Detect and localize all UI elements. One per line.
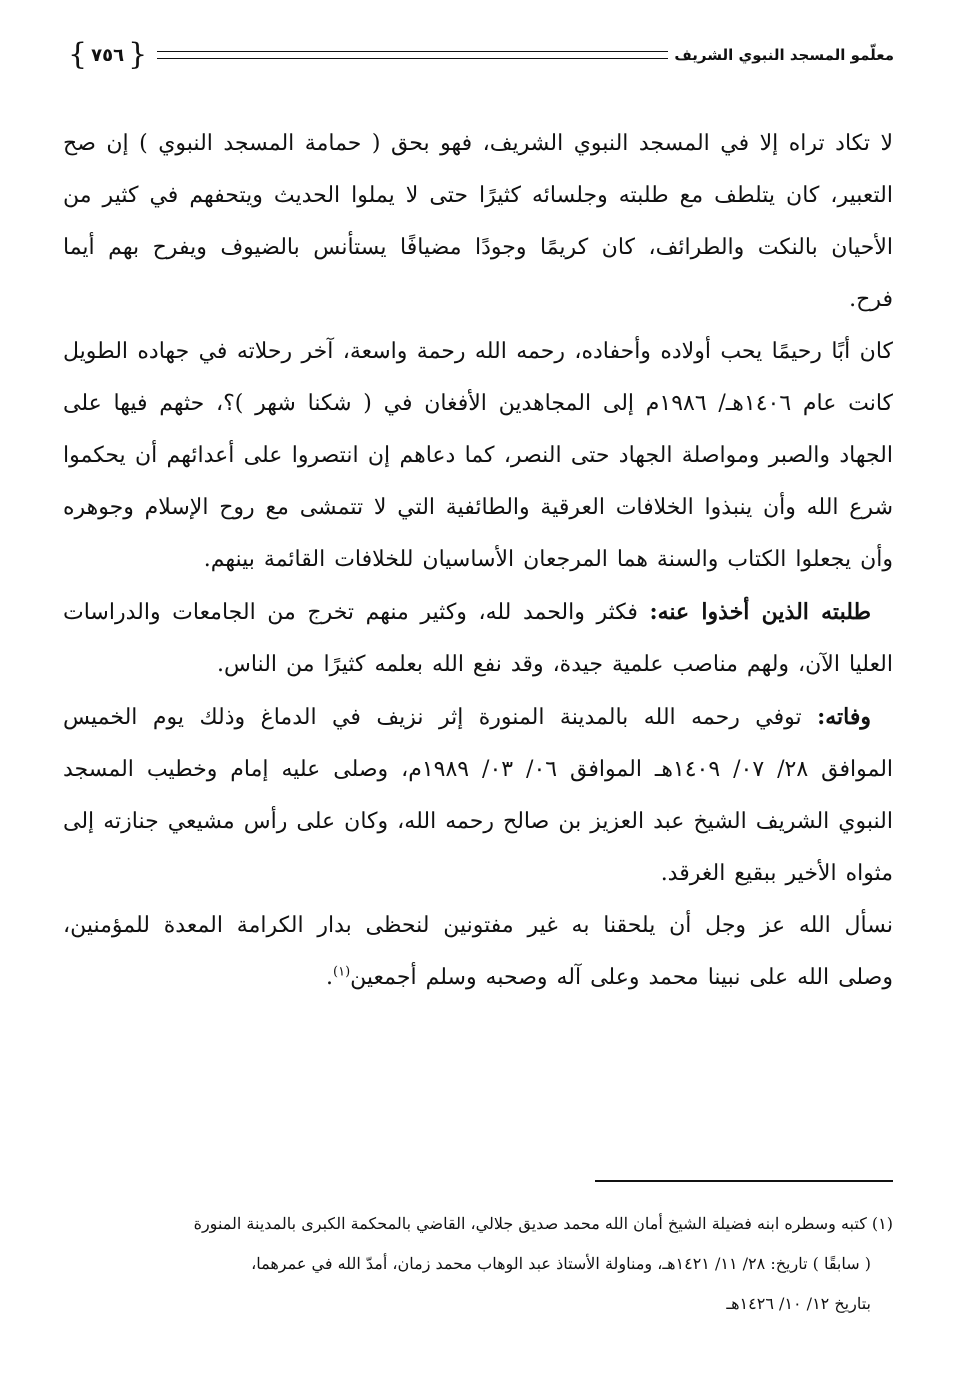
paragraph-death (63, 691, 893, 900)
footnote-1-line-1: (١) كتبه وسطره ابنه فضيلة الشيخ أمان الله محمد صديق جلالي، القاضي بالمحكمة الكبرى بالمدينة المنورة (193, 1214, 893, 1233)
paragraph-character-text: لا تكاد تراه إلا في المسجد النبوي الشريف، فهو بحق ( حمامة المسجد النبوي ) إن صح التعبير، كان يتلطف مع طلبته وجلسائه كثيرًا حتى لا يملوا الحديث ويتحفهم في كثير من الأحيان بالنكت والطرائف، كان كريمًا وجودًا مضيافًا يستأنس بالضيوف ويفرح بهم أيما فرح. (63, 131, 893, 312)
header-rule (157, 51, 668, 59)
paragraph-closing-prayer-text: نسأل الله عز وجل أن يلحقنا به غير مفتونين لنحظى بدار الكرامة المعدة للمؤمنين، وصلى الله على نبينا محمد وعلى آله وصحبه وسلم أجمعين (63, 913, 893, 990)
footnote-separator (595, 1180, 893, 1182)
paragraph-closing-prayer (63, 900, 893, 1004)
paragraph-closing-period: . (326, 965, 334, 990)
footnote-1-line-2: ( سابقًا ) تاريخ: ٢٨/ ١١/ ١٤٢١هـ، ومناولة الأستاذ عبد الوهاب محمد زمان، أمدّ الله في عمرهما، (251, 1254, 871, 1273)
footnote-reference-1[interactable]: (١) (333, 964, 351, 980)
paragraph-students-text: فكثر والحمد لله، وكثير منهم تخرج من الجامعات والدراسات العليا الآن، ولهم مناصب علمية جيدة، وقد نفع الله بعلمه كثيرًا من الناس. (63, 600, 893, 677)
page-number: ٧٥٦ (91, 44, 125, 66)
page-number-box (64, 37, 151, 72)
page-number-open-bracket: { (128, 37, 148, 72)
running-title: معلّمو المسجد النبوي الشريف (674, 46, 894, 64)
paragraph-last-journey-text: كان أبًا رحيمًا يحب أولاده وأحفاده، رحمه الله رحمة واسعة، آخر رحلاته في جهاده الطويل كانت عام ١٤٠٦هـ/ ١٩٨٦م إلى المجاهدين الأفغان في ( شكنا شهر )؟، حثهم فيها على الجهاد والصبر ومواصلة الجهاد حتى النصر، كما دعاهم إن انتصروا على أعدائهم أن يحكموا شرع الله وأن ينبذوا الخلافات العرقية والطائفية التي لا تتمشى مع روح الإسلام وجوهره وأن يجعلوا الكتاب والسنة هما المرجعان الأساسيان للخلافات القائمة بينهم. (63, 339, 894, 572)
death-heading: وفاته: (817, 704, 871, 730)
paragraph-death-text: توفي رحمه الله بالمدينة المنورة إثر نزيف في الدماغ وذلك يوم الخميس الموافق ٢٨/ ٠٧/ ١٤٠٩هـ الموافق ٠٦/ ٠٣/ ١٩٨٩م، وصلى عليه إمام وخطيب المسجد النبوي الشريف الشيخ عبد العزيز بن صالح رحمه الله، وكان على رأس مشيعي جنازته إلى مثواه الأخير ببقيع الغرقد. (63, 705, 894, 886)
footnotes (57, 1204, 893, 1324)
paragraph-character (63, 118, 893, 326)
paragraph-last-journey (63, 326, 893, 586)
students-heading: طلبته الذين أخذوا عنه: (649, 599, 871, 625)
paragraph-students (63, 586, 893, 691)
page-header (64, 30, 900, 80)
main-text (63, 118, 893, 1004)
page-number-close-bracket: } (68, 37, 88, 72)
footnote-1-line-3: بتاريخ ١٢/ ١٠/ ١٤٢٦هـ (726, 1294, 871, 1313)
